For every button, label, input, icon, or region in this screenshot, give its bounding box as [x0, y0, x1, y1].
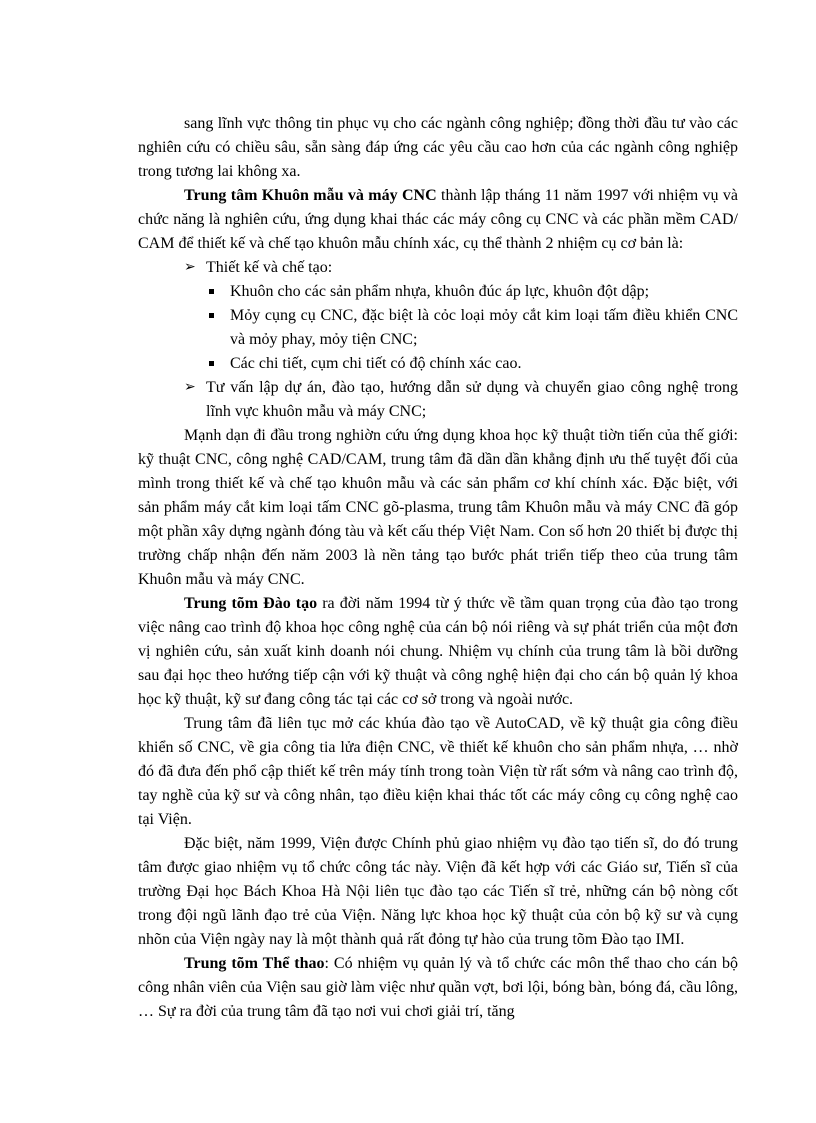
sub-list-item — [206, 280, 738, 304]
sub-list-item — [206, 304, 738, 352]
sub-list-item-text: Khuôn cho các sản phẩm nhựa, khuôn đúc áp lực, khuôn đột dập; — [230, 283, 650, 300]
list-item — [184, 256, 738, 376]
heading-training-center: Trung tõm Đào tạo — [184, 595, 318, 612]
sub-list-item-text: Các chi tiết, cụm chi tiết có độ chính xác cao. — [230, 355, 522, 372]
task-list — [138, 256, 738, 424]
paragraph-cnc-center-text: thành lập tháng 11 năm 1997 với nhiệm vụ và chức năng là nghiên cứu, ứng dụng khai thác các máy công cụ CNC và các phần mềm CAD/ CAM để thiết kế và chế tạo khuôn mẫu chính xác, cụ thể thành 2 nhiệm cụ cơ bản là: — [138, 187, 738, 252]
list-item-text: Tư vấn lập dự án, đào tạo, hướng dẫn sử dụng và chuyển giao công nghệ trong lĩnh vực khuôn mẫu và máy CNC; — [206, 379, 738, 420]
arrow-bullet-icon: ➢ — [184, 260, 196, 275]
arrow-bullet-icon: ➢ — [184, 380, 196, 395]
sub-list-item-text: Mỏy cụng cụ CNC, đặc biệt là cỏc loại mỏy cắt kim loại tấm điều khiển CNC và mỏy phay, mỏy tiện CNC; — [230, 307, 738, 348]
sub-list — [206, 280, 738, 376]
heading-sports-center: Trung tõm Thể thao — [184, 955, 325, 972]
paragraph-sports-center-text: : Có nhiệm vụ quản lý và tổ chức các môn thể thao cho cán bộ công nhân viên của Viện sau giờ làm việc như quần vợt, bơi lội, bóng bàn, bóng đá, cầu lông, … Sự ra đời của trung tâm đã tạo nơi vui chơi giải trí, tăng — [138, 955, 738, 1020]
paragraph-doctoral-training: Đặc biệt, năm 1999, Viện được Chính phủ giao nhiệm vụ đào tạo tiến sĩ, do đó trung tâm được giao nhiệm vụ tổ chức công tác này. Viện đã kết hợp với các Giáo sư, Tiến sĩ của trường Đại học Bách Khoa Hà Nội liên tục đào tạo các Tiến sĩ trẻ, những cán bộ nòng cốt trong đội ngũ lãnh đạo trẻ của Viện. Năng lực khoa học kỹ thuật của cỏn bộ kỹ sư và cụng nhõn của Viện ngày nay là một thành quả rất đỏng tự hào của trung tõm Đào tạo IMI. — [138, 835, 738, 948]
square-bullet-icon — [209, 313, 214, 318]
sub-list-item — [206, 352, 738, 376]
paragraph-training-courses: Trung tâm đã liên tục mở các khúa đào tạo về AutoCAD, về kỹ thuật gia công điều khiển số CNC, về gia công tia lửa điện CNC, về thiết kế khuôn cho sản phẩm nhựa, … nhờ đó đã đưa đến phổ cập thiết kế trên máy tính trong toàn Viện từ rất sớm và nâng cao trình độ, tay nghề của kỹ sư và công nhân, tạo điều kiện khai thác tốt các máy công cụ công nghệ cao tại Viện. — [138, 715, 738, 828]
paragraph-training-center — [138, 592, 738, 712]
paragraph-intro-continuation: sang lĩnh vực thông tin phục vụ cho các ngành công nghiệp; đồng thời đầu tư vào các nghiên cứu có chiều sâu, sẵn sàng đáp ứng các yêu cầu cao hơn của các ngành công nghiệp trong tương lai không xa. — [138, 115, 738, 180]
paragraph-training-center-text: ra đời năm 1994 từ ý thức về tầm quan trọng của đào tạo trong việc nâng cao trình độ khoa học công nghệ của cán bộ nói riêng và sự phát triển của một đơn vị nghiên cứu, sản xuất kinh doanh nói chung. Nhiệm vụ chính của trung tâm là bồi dưỡng sau đại học theo hướng tiếp cận với kỹ thuật và công nghệ hiện đại cho cán bộ quản lý khoa học kỹ thuật, kỹ sư đang công tác tại các cơ sở trong và ngoài nước. — [138, 595, 739, 708]
paragraph-cnc-center — [138, 184, 738, 256]
square-bullet-icon — [209, 361, 214, 366]
square-bullet-icon — [209, 289, 214, 294]
list-item-text: Thiết kế và chế tạo: — [206, 259, 333, 276]
heading-cnc-center: Trung tâm Khuôn mẫu và máy CNC — [184, 187, 437, 204]
paragraph-cnc-achievements: Mạnh dạn đi đầu trong nghiờn cứu ứng dụng khoa học kỹ thuật tiờn tiến của thế giới: kỹ thuật CNC, công nghệ CAD/CAM, trung tâm đã dần dần khẳng định ưu thế tuyệt đối của mình trong thiết kế và chế tạo khuôn mẫu và các sản phẩm cơ khí chính xác. Đặc biệt, với sản phẩm máy cắt kim loại tấm CNC gõ-plasma, trung tâm Khuôn mẫu và máy CNC đã góp một phần xây dựng ngành đóng tàu và kết cấu thép Việt Nam. Con số hơn 20 thiết bị được thị trường chấp nhận đến năm 2003 là nền tảng tạo bước phát triển tiếp theo của trung tâm Khuôn mẫu và máy CNC. — [138, 427, 738, 588]
document-body — [138, 112, 738, 1024]
list-item — [184, 376, 738, 424]
paragraph-sports-center — [138, 952, 738, 1024]
